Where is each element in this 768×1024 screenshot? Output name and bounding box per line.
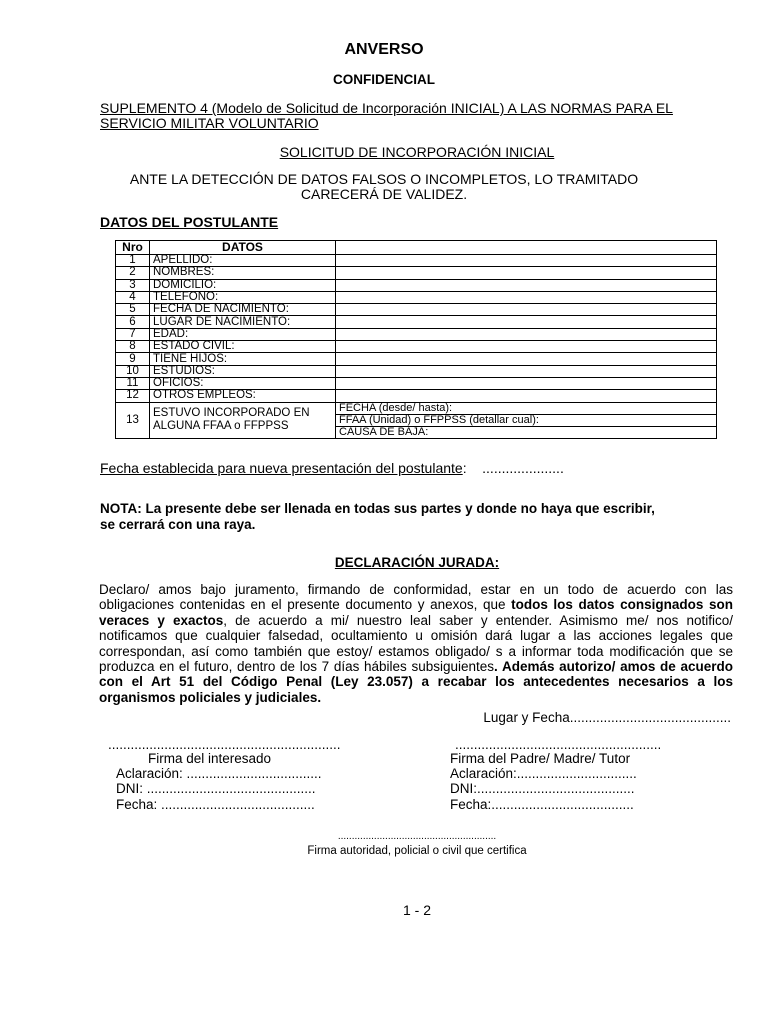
answer-cell[interactable] — [336, 279, 717, 291]
answer-cell[interactable] — [336, 390, 717, 402]
answer-cell[interactable] — [336, 341, 717, 353]
presentation-date-value[interactable]: ..................... — [482, 460, 564, 476]
guardian-aclaracion[interactable]: Aclaración:................................ — [450, 766, 637, 781]
applicant-signature-title: Firma del interesado — [148, 751, 272, 766]
table-header-row — [116, 241, 717, 255]
table-row: 7 EDAD: — [116, 328, 717, 340]
validity-warning — [0, 172, 768, 202]
applicant-data-table — [115, 240, 717, 439]
table-row-13: 13 ESTUVO INCORPORADO EN ALGUNA FFAA o FFPPSS FECHA (desde/ hasta): — [116, 402, 717, 414]
prior-service-label: ESTUVO INCORPORADO EN ALGUNA FFAA o FFPPSS — [150, 402, 336, 438]
guardian-fecha[interactable]: Fecha:...................................... — [450, 797, 634, 812]
supplement-heading — [100, 101, 740, 131]
confidential-label: CONFIDENCIAL — [333, 72, 435, 87]
prior-service-unit-field[interactable]: FFAA (Unidad) o FFPPSS (detallar cual): — [336, 414, 717, 426]
header-blank — [336, 241, 717, 255]
declaration-body: Declaro/ amos bajo juramento, firmando de conformidad, estar en un todo de acuerdo con las obligaciones contenidas en el presente documento y anexos, que todos los datos consignados son veraces y exactos, de acuerdo a mi/ nuestro leal saber y entender. Asimismo me/ nos notifico/ notificamos que cualquier falsedad, ocultamiento u omisión dará lugar a las acciones legales que correspondan, así como también que estoy/ estamos obligado/ s a informar toda modificación que se produzca en el futuro, dentro de los 7 días hábiles subsiguientes. Además autorizo/ amos de acuerdo con el Art 51 del Código Penal (Ley 23.057) a recabar los antecedentes necesarios a los organismos policiales y judiciales. — [99, 582, 734, 705]
table-row: 2 NOMBRES: — [116, 267, 717, 279]
table-row: 11 OFICIOS: — [116, 377, 717, 389]
table-row: 6 LUGAR DE NACIMIENTO: — [116, 316, 717, 328]
applicant-signature-line[interactable]: .............................................................. — [108, 737, 341, 752]
table-row: 3 DOMICILIO: — [116, 279, 717, 291]
guardian-signature-title: Firma del Padre/ Madre/ Tutor — [450, 751, 631, 766]
table-row: 12 OTROS EMPLEOS: — [116, 390, 717, 402]
answer-cell[interactable] — [336, 316, 717, 328]
answer-cell[interactable] — [336, 255, 717, 267]
answer-cell[interactable] — [336, 328, 717, 340]
certifier-signature-line[interactable]: ......................................................... — [337, 831, 497, 842]
answer-cell[interactable] — [336, 365, 717, 377]
supplement-line-2: SERVICIO MILITAR VOLUNTARIO — [100, 115, 319, 131]
table-row: 4 TELEFONO: — [116, 291, 717, 303]
table-row: 1 APELLIDO: — [116, 255, 717, 267]
discharge-cause-field[interactable]: CAUSA DE BAJA: — [336, 426, 717, 438]
applicant-aclaracion[interactable]: Aclaración: .................................... — [116, 766, 322, 781]
answer-cell[interactable] — [336, 291, 717, 303]
guardian-signature-line[interactable]: ....................................................... — [455, 737, 662, 752]
presentation-date: Fecha establecida para nueva presentación del postulante: ..................... — [100, 460, 564, 476]
place-date-field[interactable]: Lugar y Fecha........................................... — [483, 710, 731, 725]
applicant-dni[interactable]: DNI: ............................................. — [116, 781, 316, 796]
answer-cell[interactable] — [336, 267, 717, 279]
warning-line-2: CARECERÁ DE VALIDEZ. — [300, 186, 468, 202]
header-nro: Nro — [116, 241, 150, 255]
answer-cell[interactable] — [336, 353, 717, 365]
table-row: 8 ESTADO CIVIL: — [116, 341, 717, 353]
presentation-date-label: Fecha establecida para nueva presentación del postulante — [100, 460, 463, 476]
applicant-fecha[interactable]: Fecha: ......................................... — [116, 797, 315, 812]
answer-cell[interactable] — [336, 304, 717, 316]
side-title: ANVERSO — [344, 41, 424, 58]
header-datos: DATOS — [150, 241, 336, 255]
supplement-line-1: SUPLEMENTO 4 (Modelo de Solicitud de Incorporación INICIAL) A LAS NORMAS PARA EL — [100, 100, 673, 116]
form-title: SOLICITUD DE INCORPORACIÓN INICIAL — [279, 144, 555, 160]
warning-line-1: ANTE LA DETECCIÓN DE DATOS FALSOS O INCOMPLETOS, LO TRAMITADO — [129, 171, 639, 187]
answer-cell[interactable] — [336, 377, 717, 389]
table-row: 10 ESTUDIOS: — [116, 365, 717, 377]
prior-service-dates-field[interactable]: FECHA (desde/ hasta): — [336, 402, 717, 414]
table-row: 5 FECHA DE NACIMIENTO: — [116, 304, 717, 316]
section-title: DATOS DEL POSTULANTE — [100, 214, 279, 230]
guardian-dni[interactable]: DNI:.......................................... — [450, 781, 635, 796]
page-number: 1 - 2 — [402, 902, 431, 918]
fill-note: NOTA: La presente debe ser llenada en todas sus partes y donde no haya que escribir, se cerrará con una raya. — [100, 501, 655, 532]
certifier-label: Firma autoridad, policial o civil que certifica — [307, 845, 527, 857]
table-row: 9 TIENE HIJOS: — [116, 353, 717, 365]
declaration-title: DECLARACIÓN JURADA: — [334, 555, 500, 570]
